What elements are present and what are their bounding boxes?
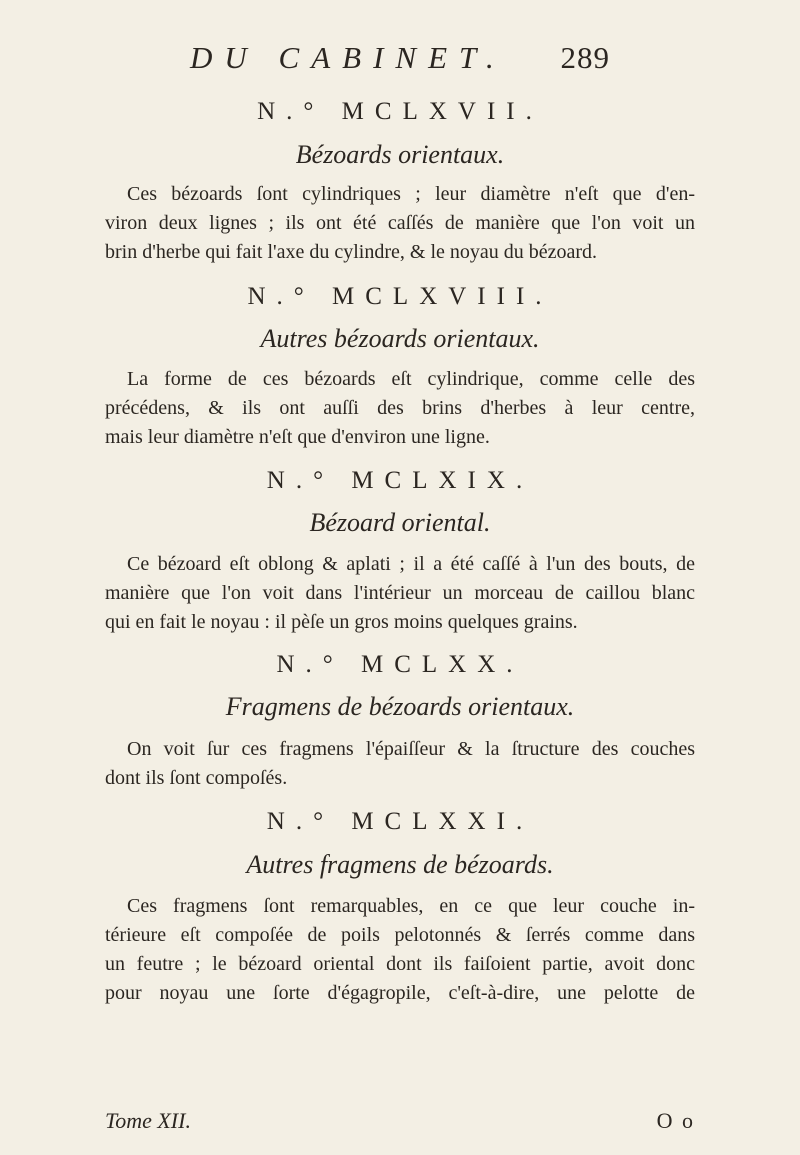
paragraph-line: pour noyau une ſorte d'égagropile, c'eſt-à-dire, une pelotte de [105, 982, 695, 1004]
paragraph-line: précédens, & ils ont auſſi des brins d'herbes à leur centre, [105, 397, 695, 419]
page-number: 289 [560, 40, 610, 75]
paragraph-line: qui en fait le noyau : il pèſe un gros moins quelques grains. [105, 611, 578, 633]
entry-number: N.° MCLXVIII. [247, 283, 553, 310]
paragraph-line: dont ils ſont compoſés. [105, 767, 288, 789]
paragraph-line: Ces bézoards ſont cylindriques ; leur diamètre n'eſt que d'en- [127, 183, 695, 205]
entry-title: Bézoard oriental. [309, 508, 491, 537]
paragraph-line: La forme de ces bézoards eſt cylindrique, comme celle des [127, 368, 695, 390]
entry-number: N.° MCLXIX. [266, 467, 534, 494]
entry-number: N.° MCLXX. [276, 651, 524, 678]
entry-number: N.° MCLXVII. [257, 98, 543, 125]
entry-paragraph [105, 365, 695, 452]
entry-paragraph [105, 892, 695, 1008]
entry-title: Autres bézoards orientaux. [260, 324, 540, 353]
entry-paragraph [105, 550, 695, 637]
paragraph-line: viron deux lignes ; ils ont été caſſés de manière que l'on voit un [105, 212, 695, 234]
paragraph-line: mais leur diamètre n'eſt que d'environ une ligne. [105, 426, 490, 448]
paragraph-line: Ce bézoard eſt oblong & aplati ; il a été caſſé à l'un des bouts, de [127, 553, 695, 575]
entry-title: Fragmens de bézoards orientaux. [225, 692, 575, 721]
paragraph-line: un feutre ; le bézoard oriental dont ils faiſoient partie, avoit donc [105, 953, 695, 975]
page-footer [105, 1108, 695, 1138]
paragraph-line: manière que l'on voit dans l'intérieur un morceau de caillou blanc [105, 582, 695, 604]
entry-paragraph [105, 180, 695, 267]
entry-number: N.° MCLXXI. [266, 808, 534, 835]
volume-label: Tome XII. [105, 1108, 191, 1133]
paragraph-line: brin d'herbe qui fait l'axe du cylindre, & le noyau du bézoard. [105, 241, 598, 263]
paragraph-line: On voit ſur ces fragmens l'épaiſſeur & la ſtructure des couches [127, 738, 695, 760]
paragraph-line: Ces fragmens ſont remarquables, en ce que leur couche in- [127, 895, 695, 917]
running-title: DU CABINET. [190, 40, 506, 75]
gathering-signature: O o [656, 1108, 695, 1133]
paragraph-line: térieure eſt compoſée de poils pelotonnés & ſerrés comme dans [105, 924, 695, 946]
entry-title: Autres fragmens de bézoards. [246, 850, 554, 879]
entry-paragraph [105, 735, 695, 793]
running-head [190, 40, 610, 80]
entry-title: Bézoards orientaux. [295, 140, 505, 169]
